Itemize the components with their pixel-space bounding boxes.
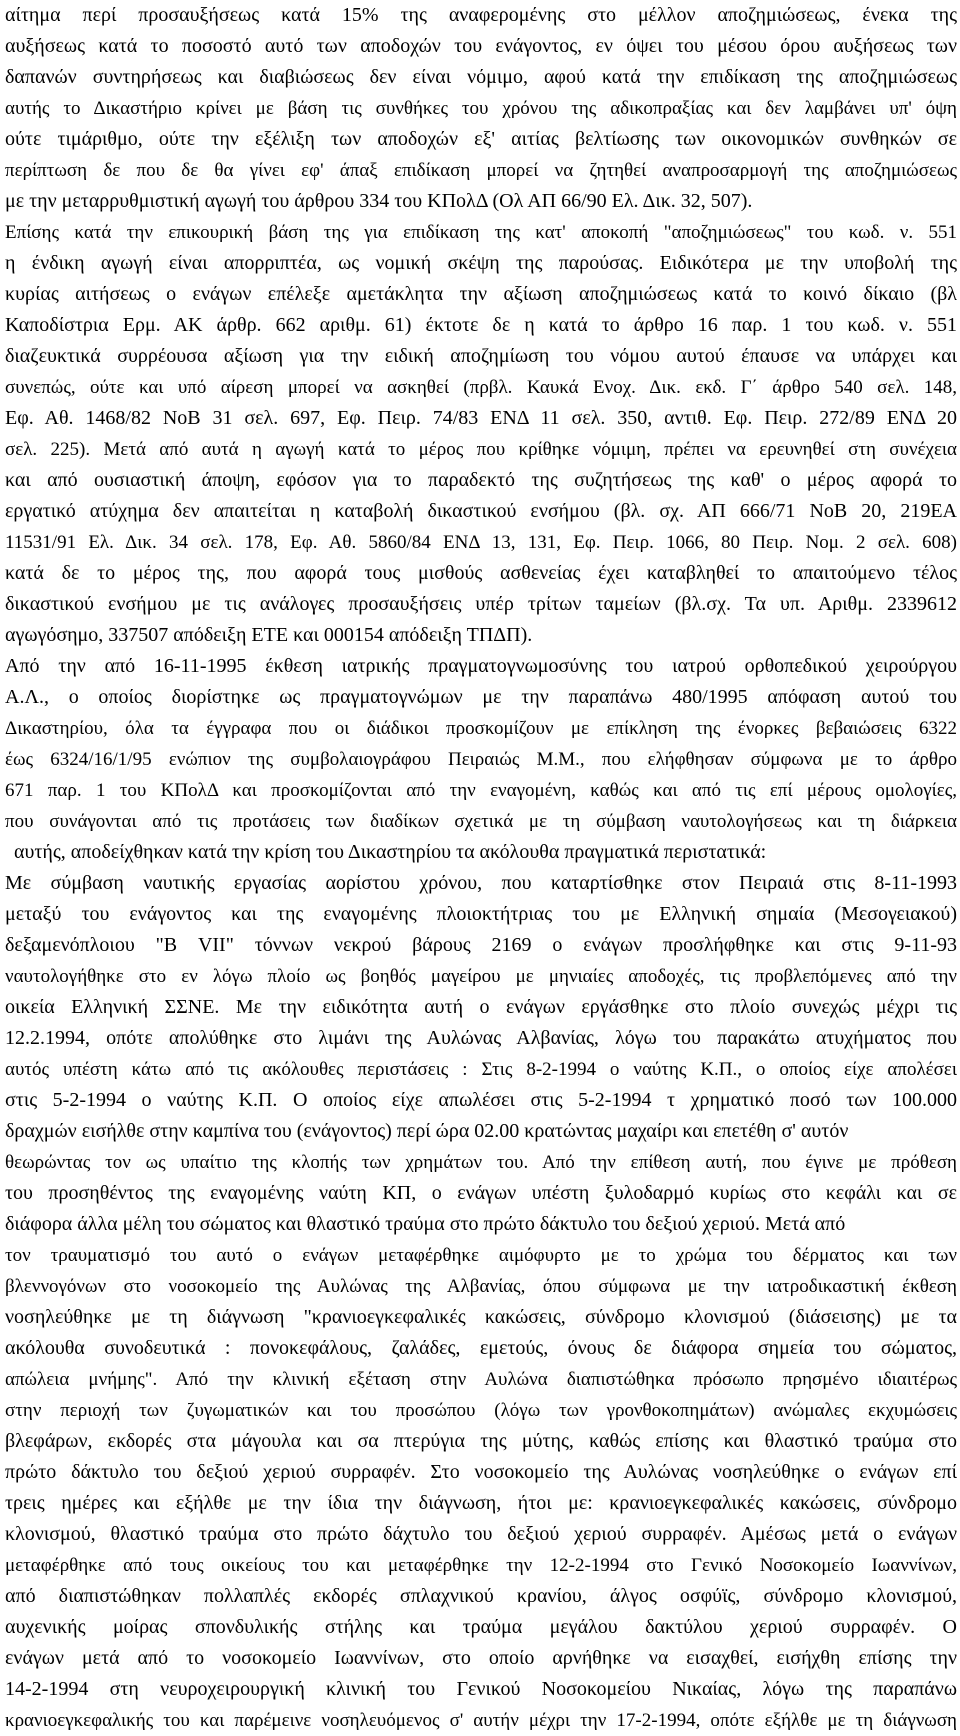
text-line: αγωγόσημο, 337507 απόδειξη ΕΤΕ και 000154 απόδειξη ΤΠΔΠ). — [5, 624, 533, 646]
text-line: που συνάγονται από τις προτάσεις των διαδίκων σχετικά με τη σύμβαση ναυτολογήσεως και τη διάρκεια — [5, 811, 957, 832]
text-line: ακόλουθα συνοδευτικά : πονοκεφάλους, ζαλάδες, εμετούς, όνους δε διάφορα σημεία του σώματος, — [5, 1337, 957, 1359]
text-line: δραχμών εισήλθε στην καμπίνα του (ενάγοντος) περί ώρα 02.00 κρατώντας μαχαίρι και επετέθη σ' αυτόν — [5, 1120, 849, 1142]
text-line: σελ. 225). Μετά από αυτά η αγωγή κατά το μέρος που κρίθηκε νόμιμη, πρέπει να ερευνηθεί στη συνέχεια — [5, 439, 957, 460]
text-line: διάφορα άλλα μέλη του σώματος και θλαστικό τραύμα στο πρώτο δάκτυλο του δεξιού χεριού. Μετά από — [5, 1213, 846, 1235]
text-line: του προσηθέντος της εναγομένης ναύτη ΚΠ, ο ενάγων υπέστη ξυλοδαρμό κυρίως στο κεφάλι και σε — [5, 1182, 957, 1204]
text-line: βλεφάρων, εκδορές στα μάγουλα και σα πτερύγια της μύτης, καθώς επίσης και θλαστικό τραύμα στο — [5, 1430, 957, 1452]
text-line: και από ουσιαστική άποψη, εφόσον για το παραδεκτό της συζητήσεως της καθ' ο μέρος αφορά το — [5, 469, 957, 491]
text-line: μεταξύ του ενάγοντος και της εναγομένης πλοιοκτήτριας του με Ελληνική σημαία (Μεσογειακού) — [5, 903, 957, 925]
text-line: περίπτωση δε που δε θα γίνει εφ' άπαξ επιδίκαση μπορεί να ζητηθεί αναπροσαρμογή της αποζημιώσεως — [5, 160, 957, 181]
text-line: από διαπιστώθηκαν πολλαπλές εκδορές σπλαχνικού κρανίου, άλγος οσφύϊς, σύνδρομο κλονισμού, — [5, 1585, 957, 1607]
text-line: κρανιοεγκεφαλικής του και παρέμεινε νοσηλευόμενος σ' αυτήν μέχρι την 17-2-1994, οπότε εξήλθε με τη διάγνωση — [5, 1710, 957, 1731]
text-line: Επίσης κατά την επικουρική βάση της για επιδίκαση της κατ' αποκοπή "αποζημιώσεως" του κωδ. ν. 551 — [5, 222, 957, 243]
text-line: ναυτολογήθηκε στο εν λόγω πλοίο ως βοηθός μαγείρου με μηνιαίες αποδοχές, τις προβλεπόμενες από την — [5, 966, 957, 987]
text-line: συνεπώς, ούτε και υπό αίρεση μπορεί να ασκηθεί (πρβλ. Καυκά Ενοχ. Δικ. εκδ. Γ΄ άρθρο 540 σελ. 148, — [5, 377, 957, 398]
text-line: κατά δε το μέρος της, που αφορά τους μισθούς ασθενείας έχει καταβληθεί το απαιτούμενο τέλος — [5, 562, 957, 584]
text-line: με την μεταρρυθμιστική αγωγή του άρθρου 334 του ΚΠολΔ (Ολ ΑΠ 66/90 Ελ. Δικ. 32, 507). — [5, 190, 753, 212]
text-line: στην περιοχή των ζυγωματικών και του προσώπου (λόγω των γρονθοκοπημάτων) ανώμαλες εκχυμώσεις — [5, 1400, 957, 1421]
text-line: δικαστικού ενσήμου με τις ανάλογες προσαυξήσεις υπέρ τρίτων ταμείων (βλ.σχ. Τα υπ. Αριθμ. 2339612 — [5, 593, 957, 615]
text-line: βλεννογόνων στο νοσοκομείο της Αυλώνας της Αλβανίας, όπου σύμφωνα με την ιατροδικαστική έκθεση — [5, 1276, 957, 1297]
text-line: 671 παρ. 1 του ΚΠολΔ και προσκομίζονται από την εναγομένη, καθώς και από τις επί μέρους ομολογίες, — [5, 780, 957, 801]
text-line: ούτε τιμάριθμο, ούτε την εξέλιξη των αποδοχών εξ' αιτίας βελτίωσης των οικονομικών συνθηκών σε — [5, 128, 957, 150]
text-line: ενάγων μετά από το νοσοκομείο Ιωαννίνων, στο οποίο αρνήθηκε να εισαχθεί, εισήχθη επίσης την — [5, 1647, 957, 1669]
text-line: Από την από 16-11-1995 έκθεση ιατρικής πραγματογνωμοσύνης του ιατρού ορθοπεδικού χειρούργου — [5, 655, 957, 677]
text-line: δεξαμενόπλοιου "Β VII" τόννων νεκρού βάρους 2169 ο ενάγων προσλήφθηκε και στις 9-11-93 — [5, 934, 957, 956]
text-line: αυτής, αποδείχθηκαν κατά την κρίση του Δικαστηρίου τα ακόλουθα πραγματικά περιστατικά: — [14, 841, 767, 863]
text-line: αυτής το Δικαστήριο κρίνει με βάση τις συνθήκες του χρόνου της αδικοπραξίας και δεν λαμβάνει υπ' όψη — [5, 98, 957, 119]
text-line: αίτημα περί προσαυξήσεως κατά 15% της αναφερομένης στο μέλλον αποζημιώσεως, ένεκα της — [5, 4, 957, 26]
text-line: Με σύμβαση ναυτικής εργασίας αορίστου χρόνου, που καταρτίσθηκε στον Πειραιά στις 8-11-1993 — [5, 872, 957, 894]
text-line: η ένδικη αγωγή είναι απορριπτέα, ως νομική σκέψη της παρούσας. Ειδικότερα με την υποβολή της — [5, 252, 957, 274]
text-line: τον τραυματισμό του αυτό ο ενάγων μεταφέρθηκε αιμόφυρτο με το χρώμα του δέρματος και των — [5, 1245, 957, 1266]
text-line: διαζευκτικά συρρέουσα αξίωση για την ειδική αποζημίωση του νόμου αυτού έπαυσε να υπάρχει και — [5, 345, 957, 367]
text-line: Εφ. Αθ. 1468/82 ΝοΒ 31 σελ. 697, Εφ. Πειρ. 74/83 ΕΝΔ 11 σελ. 350, αντιθ. Εφ. Πειρ. 272/89 ΕΝΔ 20 — [5, 407, 957, 429]
text-line: έως 6324/16/1/95 ενώπιον της συμβολαιογράφου Πειραιώς Μ.Μ., που ελήφθησαν σύμφωνα με το άρθρο — [5, 749, 957, 770]
text-line: Α.Λ., ο οποίος διορίστηκε ως πραγματογνώμων με την παραπάνω 480/1995 απόφαση αυτού του — [5, 686, 957, 708]
text-line: κυρίας αιτήσεως ο ενάγων επέλεξε αμετάκλητα την αξίωση αποζημιώσεως κατά το κοινό δίκαιο (βλ — [5, 283, 957, 305]
text-line: αυχενικής μοίρας σπονδυλικής στήλης και τραύμα μεγάλου δακτύλου χεριού συρραφέν. Ο — [5, 1616, 957, 1638]
text-line: αυτός υπέστη κάτω από τις ακόλουθες περιστάσεις : Στις 8-2-1994 ο ναύτης Κ.Π., ο οποίος είχε απολέσει — [5, 1059, 957, 1080]
text-line: Δικαστηρίου, όλα τα έγγραφα που οι διάδικοι προσκομίζουν με επίκληση της ένορκες βεβαιώσεις 6322 — [5, 718, 957, 739]
text-line: κλονισμού, θλαστικό τραύμα στο πρώτο δάχτυλο του δεξιού χεριού συρραφέν. Αμέσως μετά ο ενάγων — [5, 1523, 957, 1545]
text-line: νοσηλεύθηκε με τη διάγνωση "κρανιοεγκεφαλικές κακώσεις, σύνδρομο κλονισμού (διάσεισης) με τα — [5, 1306, 957, 1328]
text-line: 14-2-1994 στη νευροχειρουργική κλινική του Γενικού Νοσοκομείου Νικαίας, λόγω της παραπάνω — [5, 1678, 957, 1700]
text-line: Καποδίστρια Ερμ. ΑΚ άρθρ. 662 αριθμ. 61) έκτοτε δε η κατά το άρθρο 16 παρ. 1 του κωδ. ν. 551 — [5, 314, 957, 336]
text-line: μεταφέρθηκε από τους οικείους του και μεταφέρθηκε την 12-2-1994 στο Γενικό Νοσοκομείο Ιωαννίνων, — [5, 1555, 957, 1576]
text-line: τρεις ημέρες και εξήλθε με την ίδια την διάγνωση, ήτοι με: κρανιοεγκεφαλικές κακώσεις, σύνδρομο — [5, 1492, 957, 1514]
text-line: πρώτο δάκτυλο του δεξιού χεριού συρραφέν. Στο νοσοκομείο της Αυλώνας νοσηλεύθηκε ο ενάγων επί — [5, 1461, 957, 1483]
text-line: 12.2.1994, οπότε απολύθηκε στο λιμάνι της Αυλώνας Αλβανίας, λόγω του παρακάτω ατυχήματος που — [5, 1027, 957, 1049]
text-line: 11531/91 Ελ. Δικ. 34 σελ. 178, Εφ. Αθ. 5860/84 ΕΝΔ 13, 131, Εφ. Πειρ. 1066, 80 Πειρ. Νομ. 2 σελ. 608) — [5, 532, 957, 553]
text-line: στις 5-2-1994 ο ναύτης Κ.Π. Ο οποίος είχε απωλέσει στις 5-2-1994 τ χρηματικό ποσό των 100.000 — [5, 1089, 957, 1111]
text-line: εργατικό ατύχημα δεν απαιτείται η καταβολή δικαστικού ενσήμου (βλ. σχ. ΑΠ 666/71 ΝοΒ 20, 219ΕΑ — [5, 500, 957, 522]
text-line: οικεία Ελληνική ΣΣΝΕ. Με την ειδικότητα αυτή ο ενάγων εργάσθηκε στο πλοίο συνεχώς μέχρι τις — [5, 996, 957, 1018]
text-line: δαπανών συντηρήσεως και διαβιώσεως δεν είναι νόμιμο, αφού κατά την επιδίκαση της αποζημιώσεως — [5, 66, 957, 88]
text-line: αυξήσεως κατά το ποσοστό αυτό των αποδοχών του ενάγοντος, εν όψει του μέσου όρου αυξήσεως των — [5, 35, 957, 57]
text-line: απώλεια μνήμης". Από την κλινική εξέταση στην Αυλώνα διαπιστώθηκα πρόσωπο πρησμένο ιδιαιτέρως — [5, 1369, 957, 1390]
text-line: θεωρώντας τον ως υπαίτιο της κλοπής των χρημάτων του. Από την επίθεση αυτή, που έγινε με πρόθεση — [5, 1152, 957, 1173]
